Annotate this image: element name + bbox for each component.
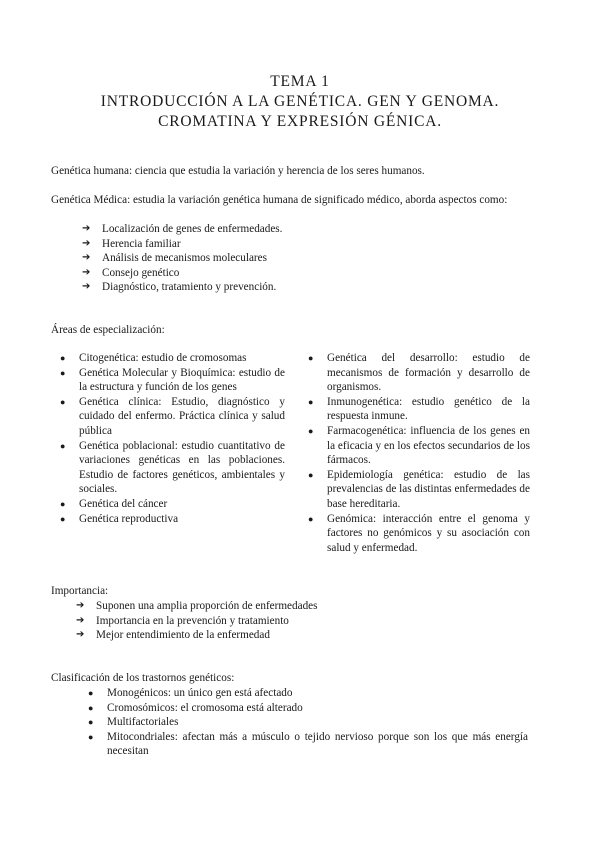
list-item: ● Genética del cáncer bbox=[60, 497, 168, 510]
bullet-icon: ● bbox=[60, 396, 66, 407]
classification-list bbox=[88, 686, 528, 759]
bullet-icon: ● bbox=[60, 367, 66, 378]
specialization-right-column bbox=[308, 351, 530, 555]
list-item: ➔ Herencia familiar bbox=[82, 237, 181, 250]
arrow-icon: ➔ bbox=[76, 600, 85, 611]
bullet-icon: ● bbox=[88, 717, 94, 728]
list-item: ● Cromosómicos: el cromosoma está alterado bbox=[88, 701, 303, 714]
list-item: ● Multifactoriales bbox=[88, 716, 179, 729]
list-item: ➔ Mejor entendimiento de la enfermedad bbox=[76, 629, 270, 642]
bullet-icon: ● bbox=[308, 396, 314, 407]
list-item: ➔ Importancia en la prevención y tratamiento bbox=[76, 614, 289, 627]
list-item: ● Genética poblacional: estudio cuantitativo de variaciones genéticas en las poblaciones. Estudio de factores genéticos, ambientales y sociales. bbox=[60, 439, 285, 496]
list-item: ● Genética reproductiva bbox=[60, 512, 179, 525]
arrow-icon: ➔ bbox=[82, 237, 91, 249]
title-line-2: INTRODUCCIÓN A LA GENÉTICA. GEN Y GENOMA. bbox=[100, 93, 500, 110]
list-item: ➔ Diagnóstico, tratamiento y prevención. bbox=[82, 281, 277, 294]
list-item: ● Farmacogenética: influencia de los genes en la eficacia y en los efectos secundarios de los fármacos. bbox=[308, 424, 530, 467]
bullet-icon: ● bbox=[60, 498, 66, 509]
arrow-icon: ➔ bbox=[82, 252, 91, 264]
list-item: ● Genética del desarrollo: estudio de mecanismos de formación y desarrollo de organismos. bbox=[308, 352, 530, 394]
arrow-icon: ➔ bbox=[76, 614, 85, 626]
list-item: ● Citogenética: estudio de cromosomas bbox=[60, 352, 247, 364]
bullet-icon: ● bbox=[88, 702, 94, 713]
classification-heading: Clasificación de los trastornos genéticos: bbox=[51, 672, 235, 684]
arrow-icon: ➔ bbox=[82, 223, 91, 234]
bullet-icon: ● bbox=[60, 440, 66, 451]
list-item: ● Genética Molecular y Bioquímica: estudio de la estructura y función de los genes bbox=[60, 366, 285, 394]
list-item: ● Monogénicos: un único gen está afectado bbox=[88, 687, 293, 699]
bullet-icon: ● bbox=[60, 513, 66, 524]
list-item: ● Genética clínica: Estudio, diagnóstico y cuidado del enfermo. Práctica clínica y salud pública bbox=[60, 395, 285, 437]
list-item: ● Mitocondriales: afectan más a músculo o tejido nervioso porque son los que más energía necesitan bbox=[88, 730, 528, 758]
list-item: ● Inmunogenética: estudio genético de la respuesta inmune. bbox=[308, 395, 530, 423]
specialization-heading: Áreas de especialización: bbox=[51, 324, 165, 336]
importance-heading: Importancia: bbox=[51, 585, 109, 597]
bullet-icon: ● bbox=[60, 353, 66, 363]
medical-genetics-definition: Genética Médica: estudia la variación genética humana de significado médico, aborda aspectos como: bbox=[51, 194, 508, 206]
list-item: ➔ Localización de genes de enfermedades. bbox=[82, 223, 283, 235]
bullet-icon: ● bbox=[308, 425, 314, 436]
specialization-left-column bbox=[60, 351, 285, 526]
title-block bbox=[0, 72, 600, 132]
bullet-icon: ● bbox=[88, 688, 94, 698]
bullet-icon: ● bbox=[308, 353, 314, 363]
list-item: ● Epidemiología genética: estudio de las prevalencias de las distintas enfermedades de base hereditaria. bbox=[308, 468, 530, 510]
bullet-icon: ● bbox=[308, 513, 314, 524]
human-genetics-definition: Genética humana: ciencia que estudia la variación y herencia de los seres humanos. bbox=[51, 165, 425, 177]
bullet-icon: ● bbox=[308, 469, 314, 480]
list-item: ➔ Suponen una amplia proporción de enfermedades bbox=[76, 600, 318, 612]
arrow-icon: ➔ bbox=[76, 629, 85, 641]
title-line-1: TEMA 1 bbox=[270, 73, 330, 90]
list-item: ➔ Análisis de mecanismos moleculares bbox=[82, 252, 267, 265]
importance-list bbox=[76, 599, 318, 643]
title-line-3: CROMATINA Y EXPRESIÓN GÉNICA. bbox=[158, 113, 442, 130]
arrow-icon: ➔ bbox=[82, 266, 91, 278]
medical-aspects-list bbox=[82, 222, 282, 295]
arrow-icon: ➔ bbox=[82, 281, 91, 293]
bullet-icon: ● bbox=[88, 731, 94, 742]
list-item: ➔ Consejo genético bbox=[82, 266, 180, 279]
list-item: ● Genómica: interacción entre el genoma y factores no genómicos y su asociación con salud y enfermedad. bbox=[308, 512, 530, 554]
